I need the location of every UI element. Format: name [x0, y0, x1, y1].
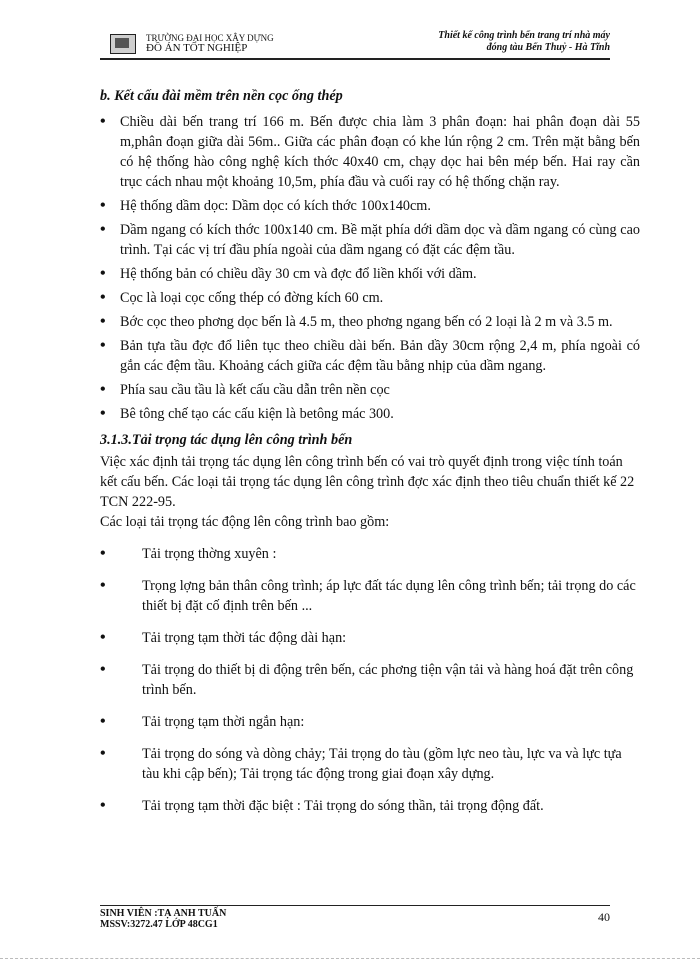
section-b-list: [100, 112, 640, 424]
list-item: • Bản tựa tầu đợc đổ liên tục theo chiều dài bến. Bản dầy 30cm rộng 2,4 m, phía ngoài có gắn các đệm tầu. Khoảng cách giữa các đệm tầu bằng nhịp của dầm ngang.: [100, 336, 640, 376]
page-break-line: [0, 958, 700, 959]
footer-student: [100, 908, 610, 930]
page-header: [100, 30, 610, 56]
list-item: • Tải trọng tạm thời ngắn hạn:: [100, 712, 640, 732]
header-title: [438, 30, 610, 54]
list-item: • Bê tông chế tạo các cấu kiện là betông mác 300.: [100, 404, 640, 424]
list-item: • Chiều dài bến trang trí 166 m. Bến được chia làm 3 phân đoạn: hai phân đoạn dài 55 m,phân đoạn giữa dài 56m.. Giữa các phân đoạn có khe lún rộng 2 cm. Trên mặt bằng bến có hệ thống hào công nghệ kích thớc 40x40 cm, chạy dọc hai bên mép bến. Hai ray cần trục cách nhau một khoảng 10,5m, phía đầu và cuối ray có hệ thống chặn ray.: [100, 112, 640, 192]
list-item: • Trọng lợng bản thân công trình; áp lực đất tác dụng lên công trình bến; tải trọng do các thiết bị đặt cố định trên bến ...: [100, 576, 640, 616]
list-item: • Tải trọng tạm thời tác động dài hạn:: [100, 628, 640, 648]
page-number: 40: [598, 910, 610, 924]
page-content: [100, 86, 640, 816]
list-item: • Hệ thống dầm dọc: Dầm dọc có kích thớc 100x140cm.: [100, 196, 640, 216]
header-rule: [100, 58, 610, 60]
list-item: • Tải trọng do sóng và dòng chảy; Tải trọng do tàu (gồm lực neo tàu, lực va và lực tựa tàu khi cập bến); Tải trọng tác động trong giai đoạn xây dựng.: [100, 744, 640, 784]
student-name: SINH VIÊN :TẠ ANH TUẤN: [100, 908, 227, 919]
list-item: • Cọc là loại cọc cống thép có đờng kích 60 cm.: [100, 288, 640, 308]
list-item: • Tải trọng do thiết bị di động trên bến, các phơng tiện vận tải và hàng hoá đặt trên công trình bến.: [100, 660, 640, 700]
school-name: TRƯỜNG ĐẠI HỌC XÂY DỰNG: [146, 33, 274, 43]
section-b-heading: b. Kết cấu đài mềm trên nền cọc ống thép: [100, 88, 343, 104]
list-item: • Phía sau cầu tầu là kết cấu cầu dẫn trên nền cọc: [100, 380, 640, 400]
list-item: • Dầm ngang có kích thớc 100x140 cm. Bề mặt phía dới dầm dọc và dầm ngang có cùng cao trình. Tại các vị trí đầu phía ngoài của dầm ngang có đặt các đệm tầu.: [100, 220, 640, 260]
header-title-line2: đóng tàu Bến Thuỷ - Hà Tĩnh: [486, 42, 610, 53]
section-313-heading: 3.1.3.Tải trọng tác dụng lên công trình bến: [100, 432, 353, 448]
university-logo-icon: [110, 34, 136, 54]
section-313-intro: Các loại tải trọng tác động lên công trình bao gồm:: [100, 514, 390, 530]
list-item: • Tải trọng tạm thời đặc biệt : Tải trọng do sóng thần, tải trọng động đất.: [100, 796, 640, 816]
header-title-line1: Thiết kế công trình bến trang trí nhà máy: [438, 30, 610, 41]
header-school: [146, 33, 274, 53]
project-type: ĐỒ ÁN TỐT NGHIỆP: [146, 42, 248, 54]
list-item: • Bớc cọc theo phơng dọc bến là 4.5 m, theo phơng ngang bến có 2 loại là 2 m và 3.5 m.: [100, 312, 640, 332]
student-id: MSSV:3272.47 LỚP 48CG1: [100, 919, 218, 930]
list-item: • Hệ thống bản có chiều dầy 30 cm và đợc đổ liền khối với dầm.: [100, 264, 640, 284]
list-item: • Tải trọng thờng xuyên :: [100, 544, 640, 564]
load-types-list: [100, 544, 640, 816]
footer-rule: [100, 905, 610, 906]
page-footer: [100, 908, 610, 930]
section-313-paragraph: Việc xác định tải trọng tác dụng lên công trình bến có vai trò quyết định trong việc tính toán kết cấu bến. Các loại tải trọng tác dụng lên công trình đợc xác định theo tiêu chuẩn thiết kế 22 TCN 222-95.: [100, 454, 635, 510]
